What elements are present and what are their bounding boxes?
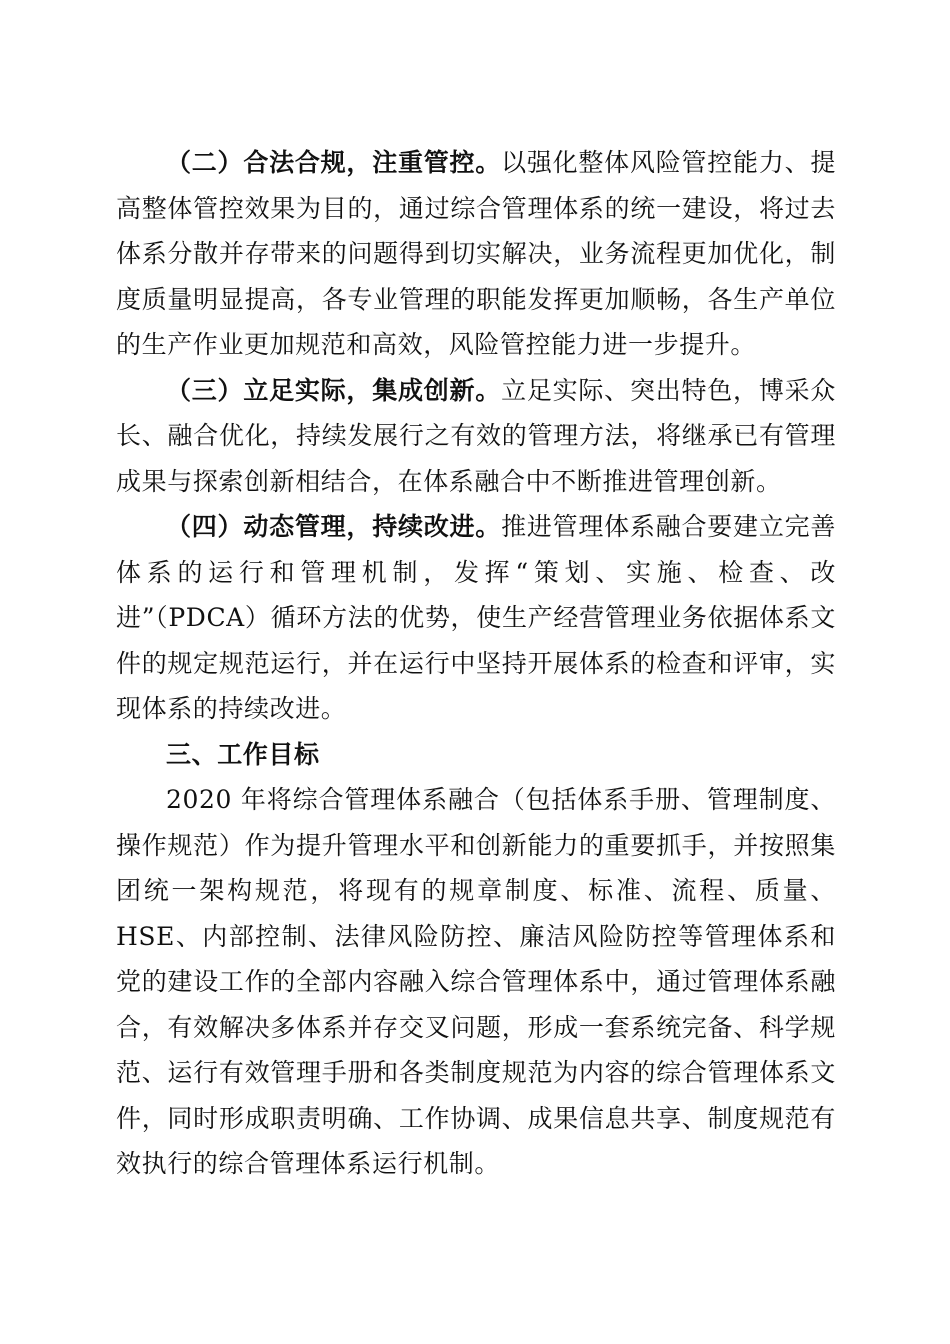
- section-heading-work-goals: 三、工作目标: [166, 739, 320, 769]
- principle-3-lead: （三）立足实际，集成创新。: [166, 375, 502, 405]
- goal-paragraph: 2020 年将综合管理体系融合（包括体系手册、管理制度、操作规范）作为提升管理水平和创新能力的重要抓手，并按照集团统一架构规范，将现有的规章制度、标准、流程、质量、HSE、内部控制、法律风险防控、廉洁风险防控等管理体系和党的建设工作的全部内容融入综合管理体系中，通过管理体系融合，有效解决多体系并存交叉问题，形成一套系统完备、科学规范、运行有效管理手册和各类制度规范为内容的综合管理体系文件，同时形成职责明确、工作协调、成果信息共享、制度规范有效执行的综合管理体系运行机制。: [116, 785, 836, 1178]
- document-body: [116, 140, 836, 1187]
- principle-4-lead: （四）动态管理，持续改进。: [166, 512, 502, 541]
- principle-paragraph-3: [116, 368, 836, 505]
- principle-paragraph-2: [116, 140, 836, 368]
- principle-4-text: 推进管理体系融合要建立完善体系的运行和管理机制，发挥“策划、实施、检查、改进”（PDCA）循环方法的优势，使生产经营管理业务依据体系文件的规定规范运行，并在运行中坚持开展体系的检查和评审，实现体系的持续改进。: [116, 512, 836, 723]
- principle-paragraph-4: [116, 504, 836, 732]
- principle-2-text: 以强化整体风险管控能力、提高整体管控效果为目的，通过综合管理体系的统一建设，将过去体系分散并存带来的问题得到切实解决，业务流程更加优化，制度质量明显提高，各专业管理的职能发挥更加顺畅，各生产单位的生产作业更加规范和高效，风险管控能力进一步提升。: [116, 148, 836, 359]
- principle-2-lead: （二）合法合规，注重管控。: [166, 148, 502, 177]
- principle-3-text: 立足实际、突出特色，博采众长、融合优化，持续发展行之有效的管理方法，将继承已有管理成果与探索创新相结合，在体系融合中不断推进管理创新。: [116, 375, 836, 496]
